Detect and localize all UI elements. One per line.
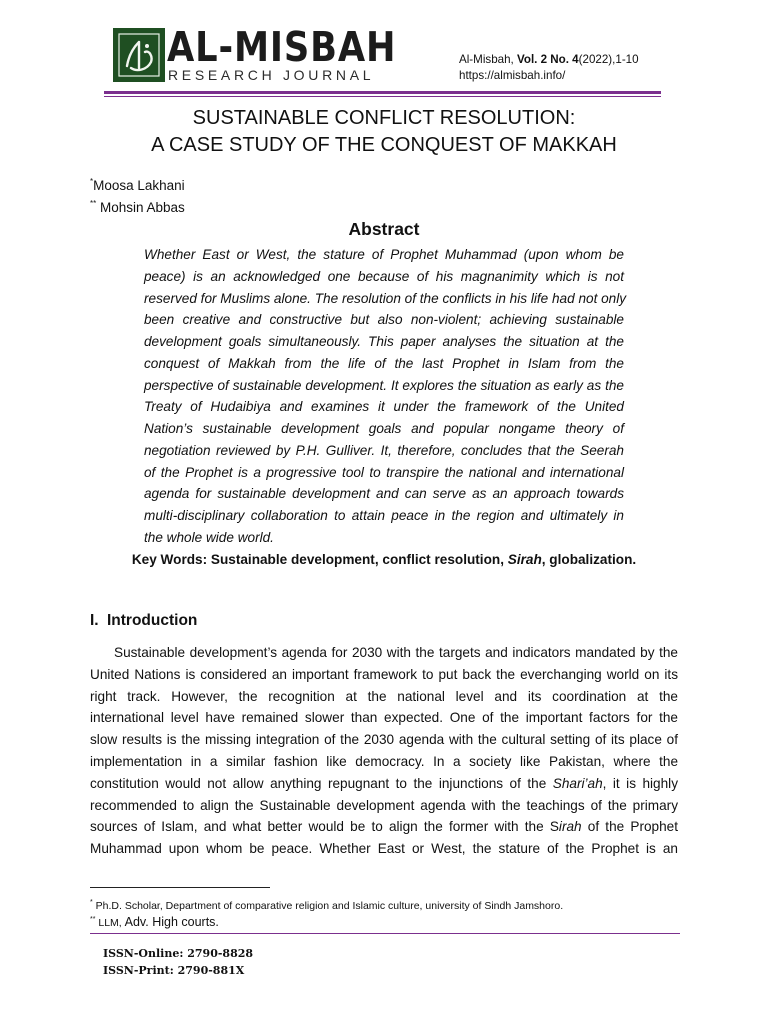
paper-title-line-2: A CASE STUDY OF THE CONQUEST OF MAKKAH	[151, 134, 617, 156]
intro-line-italic: irah	[558, 819, 582, 835]
abstract-heading: Abstract	[348, 219, 420, 239]
journal-subtitle: RESEARCH JOURNAL	[168, 67, 375, 83]
intro-line-text: sources of Islam, and what better would be to align the former with the S	[90, 819, 559, 835]
header-divider-thick	[104, 91, 661, 94]
abstract-line: reserved for Muslims alone. The resolution of the conflicts in his life had not only	[144, 290, 627, 306]
footnote-2-text-large: Adv. High courts.	[124, 915, 219, 929]
issn-online: ISSN-Online: 2790-8828	[103, 947, 254, 960]
intro-line-italic: Shari’ah	[552, 775, 603, 791]
keywords-text: Key Words: Sustainable development, conflict resolution,	[131, 552, 508, 567]
introduction-body	[90, 642, 678, 860]
intro-line: Muhammad upon whom be peace. Whether East or West, the stature of the Prophet is an	[90, 841, 678, 857]
footnote-separator	[90, 887, 270, 888]
intro-line: international level have remained slower than expected. One of the important factors for the	[90, 710, 678, 726]
intro-line: United Nations is considered an important framework to put back the everchanging world on its	[90, 666, 678, 682]
calligraphy-emblem-icon	[117, 32, 161, 78]
intro-line-text: of the Prophet	[581, 819, 678, 835]
abstract-line: of the Prophet is a progressive tool to transpire the national and international	[144, 464, 624, 480]
journal-logo-emblem	[113, 28, 165, 82]
journal-name: AL-MISBAH	[167, 23, 397, 71]
author-2	[90, 195, 185, 217]
abstract-line: Whether East or West, the stature of Prophet Muhammad (upon whom be	[144, 247, 624, 262]
author-1-marker: *	[90, 177, 94, 186]
intro-line	[90, 773, 678, 795]
journal-url-link[interactable]: https://almisbah.info/	[459, 69, 566, 82]
author-2-marker: **	[90, 199, 97, 208]
intro-line: recommended to align the Sustainable development agenda with the teachings of the primary	[90, 797, 678, 813]
footnote-2-marker: **	[90, 916, 96, 923]
intro-line	[90, 816, 678, 838]
footnote-2	[90, 913, 219, 930]
header-divider-thin	[104, 96, 661, 97]
abstract-line: Nation’s sustainable development goals and popular nongame theory of	[144, 421, 624, 436]
abstract-line: perspective of sustainable development. It explores the situation as early as the	[144, 377, 624, 393]
citation-suffix: (2022),1-10	[578, 53, 639, 66]
footnote-1-marker: *	[90, 899, 93, 906]
intro-line: Sustainable development’s agenda for 2030 with the targets and indicators mandated by the	[114, 645, 678, 660]
author-1	[90, 173, 185, 195]
paper-title-line-1: SUSTAINABLE CONFLICT RESOLUTION:	[192, 107, 576, 129]
intro-line: implementation in a similar fashion like democracy. In a society like Pakistan, where the	[90, 753, 678, 769]
abstract-line: been creative and constructive but also non-violent; achieving sustainable	[144, 312, 624, 328]
abstract-line: agenda for sustainable development and can serve as an approach towards	[144, 486, 624, 502]
abstract-line: conquest of Makkah from the life of the last Prophet in Islam from the	[144, 355, 624, 371]
footnote-1	[90, 896, 563, 913]
keywords-italic: Sirah	[507, 552, 542, 567]
abstract-line: development goals simultaneously. This paper analyses the situation at the	[144, 334, 624, 349]
abstract-line: peace) is an acknowledged one because of his magnanimity which is not	[144, 268, 624, 284]
abstract-line: the whole wide world.	[144, 529, 274, 545]
abstract-line: Treaty of Hudaibiya and examines it under the framework of the United	[144, 399, 624, 415]
intro-line: right track. However, the recognition at the national level and its coordination at the	[90, 688, 678, 704]
citation-prefix: Al-Misbah,	[459, 53, 517, 66]
footnote-2-text: LLM,	[95, 917, 125, 929]
section-heading-introduction	[90, 611, 197, 631]
section-title: Introduction	[107, 612, 198, 629]
abstract-line: multi-disciplinary collaboration to attain peace in the region and ultimately in	[144, 508, 624, 523]
abstract-body	[144, 244, 627, 549]
author-2-name: Mohsin Abbas	[100, 200, 185, 215]
footnote-1-text: Ph.D. Scholar, Department of comparative religion and Islamic culture, university of Sindh Jamshoro.	[92, 900, 564, 912]
intro-line: slow results is the missing integration of the 2030 agenda with the cultural setting of its place of	[90, 732, 678, 748]
keywords-suffix: , globalization.	[541, 552, 637, 567]
abstract-line: negotiation reviewed by P.H. Gulliver. It, therefore, concludes that the Seerah	[144, 442, 624, 458]
section-number: I.	[90, 612, 99, 629]
footer-divider	[90, 933, 680, 934]
keywords	[0, 550, 768, 570]
journal-citation	[459, 52, 639, 67]
author-1-name: Moosa Lakhani	[93, 178, 185, 193]
intro-line-text: , it is highly	[602, 775, 678, 791]
citation-volume: Vol. 2 No. 4	[517, 53, 579, 66]
issn-print: ISSN-Print: 2790-881X	[103, 964, 245, 977]
intro-line-text: constitution would not allow anything repugnant to the injunctions of the	[90, 775, 553, 791]
